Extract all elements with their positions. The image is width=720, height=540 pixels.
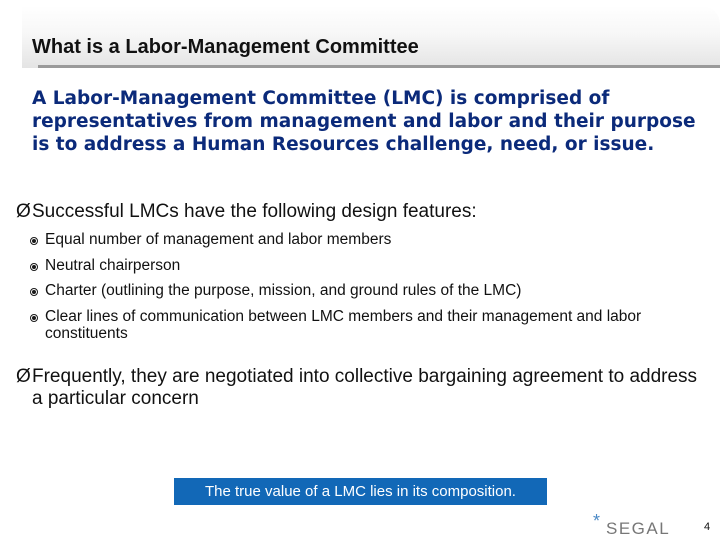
- list-item-text: Equal number of management and labor members: [45, 231, 392, 248]
- round-bullet-icon: [30, 314, 38, 322]
- main-bullet-negotiated: [16, 366, 706, 410]
- round-bullet-icon: [30, 237, 38, 245]
- page-number: 4: [704, 521, 711, 533]
- main-bullet-design-features: [16, 201, 706, 223]
- callout-box: The true value of a LMC lies in its composition.: [174, 478, 547, 505]
- logo-text: SEGAL: [606, 519, 671, 538]
- round-bullet-icon: [30, 288, 38, 296]
- design-features-list: [28, 231, 708, 351]
- arrow-bullet-icon: Ø: [16, 201, 31, 222]
- list-item: [28, 231, 708, 249]
- list-item: [28, 257, 708, 275]
- title-bar: [22, 6, 720, 68]
- round-bullet-icon: [30, 263, 38, 271]
- list-item: [28, 308, 708, 343]
- list-item-text: Charter (outlining the purpose, mission, and ground rules of the LMC): [45, 282, 522, 299]
- segal-logo: [590, 510, 700, 538]
- main-bullet-text: Frequently, they are negotiated into collective bargaining agreement to address a particular concern: [32, 366, 698, 409]
- asterisk-icon: *: [593, 511, 601, 531]
- definition-text: A Labor-Management Committee (LMC) is comprised of representatives from management and labor and their purpose is to address a Human Resources challenge, need, or issue.: [32, 88, 696, 155]
- main-bullet-text: Successful LMCs have the following design features:: [32, 201, 477, 222]
- list-item-text: Neutral chairperson: [45, 256, 181, 274]
- list-item: [28, 282, 708, 300]
- arrow-bullet-icon: Ø: [16, 366, 31, 387]
- list-item-text: Clear lines of communication between LMC members and their management and labor constituents: [45, 307, 642, 342]
- slide-title: What is a Labor-Management Committee: [32, 36, 419, 58]
